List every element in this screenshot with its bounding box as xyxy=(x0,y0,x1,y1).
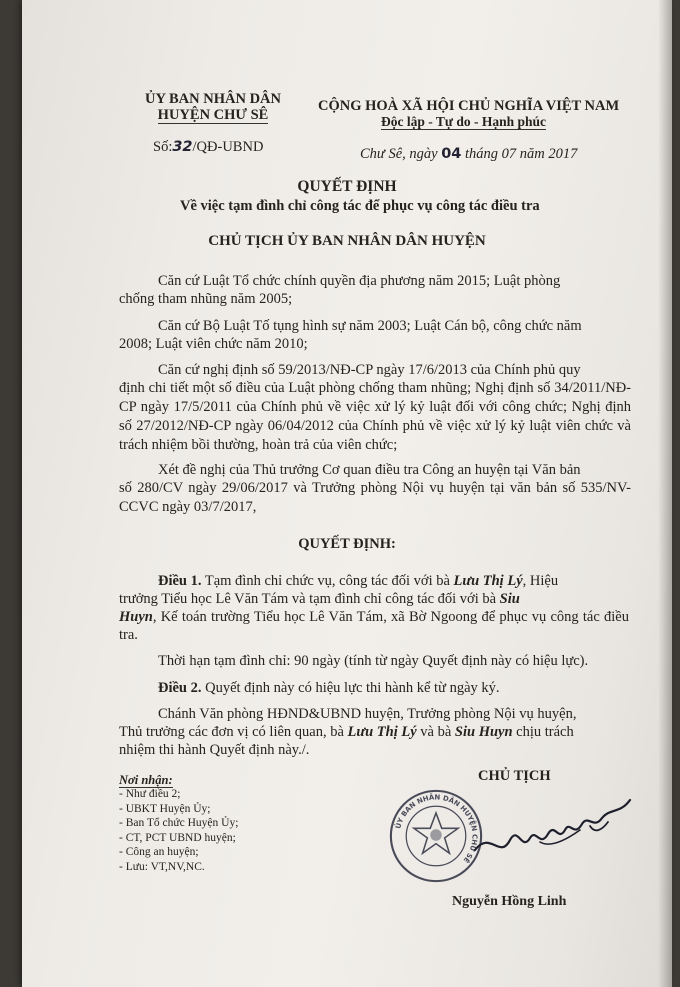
article-1-line2 xyxy=(119,590,520,608)
signer-title: CHỦ TỊCH xyxy=(478,768,551,784)
number-prefix: Số: xyxy=(153,139,173,155)
implement-line1: Chánh Văn phòng HĐND&UBND huyện, Trưởng phòng Nội vụ huyện, xyxy=(158,706,577,722)
country-name: CỘNG HOÀ XÃ HỘI CHỦ NGHĨA VIỆT NAM xyxy=(318,98,620,114)
decision-subject: Về việc tạm đình chỉ công tác để phục vụ công tác điều tra xyxy=(180,198,540,214)
recipients-list xyxy=(119,787,238,874)
implement-name-2: Siu Huyn xyxy=(454,724,513,740)
article-1-line2-text: trưởng Tiểu học Lê Văn Tám và tạm đình chỉ công tác đối với bà xyxy=(119,591,500,607)
article-2-text: Quyết định này có hiệu lực thi hành kể từ ngày ký. xyxy=(201,680,500,696)
stamp-ring-text: ỦY BAN NHÂN DÂN HUYỆN CHƯ SÊ xyxy=(394,793,479,865)
article-1-label: Điều 1. xyxy=(158,573,202,589)
person-name-1: Lưu Thị Lý xyxy=(453,573,523,589)
suspension-duration: Thời hạn tạm đình chỉ: 90 ngày (tính từ ngày Quyết định này có hiệu lực). xyxy=(158,653,589,669)
basis-2-rest: 2008; Luật viên chức năm 2010; xyxy=(119,336,308,352)
article-1-rest-text: , Kế toán trường Tiểu học Lê Văn Tám, xã Bờ Ngoong để phục vụ công tác điều tra. xyxy=(119,609,629,643)
number-handwritten: 32 xyxy=(172,139,193,155)
handwritten-signature xyxy=(470,790,640,870)
basis-3-line1: Căn cứ nghị định số 59/2013/NĐ-CP ngày 17/6/2013 của Chính phủ quy xyxy=(158,362,581,378)
recipient-item: - CT, PCT UBND huyện; xyxy=(119,831,236,844)
date-suffix: tháng 07 năm 2017 xyxy=(465,146,578,162)
org-name-line1: ỦY BAN NHÂN DÂN xyxy=(144,91,281,107)
document-number xyxy=(153,138,263,156)
article-2-label: Điều 2. xyxy=(158,680,202,696)
recipient-item: - Công an huyện; xyxy=(119,846,199,858)
recipient-item: - Lưu: VT,NV,NC. xyxy=(119,860,205,873)
decision-title: QUYẾT ĐỊNH xyxy=(297,178,397,195)
basis-1-line1: Căn cứ Luật Tổ chức chính quyền địa phương năm 2015; Luật phòng xyxy=(158,273,561,289)
basis-1-rest: chống tham nhũng năm 2005; xyxy=(119,291,293,307)
article-1-text: Tạm đình chỉ chức vụ, công tác đối với bà xyxy=(201,573,454,589)
signer-name: Nguyễn Hồng Linh xyxy=(452,894,567,909)
implement-text-a: Thủ trưởng các đơn vị có liên quan, bà xyxy=(119,724,348,740)
implement-line3: nhiệm thi hành Quyết định này./. xyxy=(119,742,310,758)
recipient-item: - Như điều 2; xyxy=(119,788,181,800)
org-name-underlined: HUYỆN CHƯ SÊ xyxy=(157,107,269,123)
date-day-handwritten: 04 xyxy=(441,146,462,162)
basis-4-line1: Xét đề nghị của Thủ trưởng Cơ quan điều tra Công an huyện tại Văn bản xyxy=(158,462,581,478)
issuing-authority: CHỦ TỊCH ỦY BAN NHÂN DÂN HUYỆN xyxy=(208,233,486,249)
recipient-item: - UBKT Huyện Ủy; xyxy=(119,802,211,815)
article-1-text2: , Hiệu xyxy=(522,573,559,589)
person-name-2-part2: Huyn xyxy=(119,609,153,625)
article-1-line1 xyxy=(158,572,558,590)
recipients-heading-text: Nơi nhận: xyxy=(119,773,173,787)
basis-4-rest: số 280/CV ngày 29/06/2017 và Trưởng phòng Nội vụ huyện tại văn bản số 535/NV-CCVC ngày 03/7/2017, xyxy=(119,480,631,515)
document-date xyxy=(360,145,577,163)
number-suffix: /QĐ-UBND xyxy=(192,139,264,155)
motto xyxy=(381,113,546,131)
person-name-2-part1: Siu xyxy=(499,591,520,607)
implement-text-c: chịu trách xyxy=(512,724,574,740)
recipient-item: - Ban Tổ chức Huyện Ủy; xyxy=(119,817,239,829)
date-prefix: Chư Sê, ngày xyxy=(360,146,438,162)
implement-text-b: và bà xyxy=(416,724,455,740)
article-1-rest xyxy=(119,608,629,644)
decision-heading: QUYẾT ĐỊNH: xyxy=(298,536,396,552)
basis-2-line1: Căn cứ Bộ Luật Tố tụng hình sự năm 2003; Luật Cán bộ, công chức năm xyxy=(158,318,582,334)
implement-line2 xyxy=(119,723,574,741)
article-2 xyxy=(158,679,500,697)
motto-underlined: Độc lập - Tự do - Hạnh phúc xyxy=(381,114,547,129)
implement-name-1: Lưu Thị Lý xyxy=(347,724,417,740)
org-name-line2 xyxy=(128,106,298,124)
basis-3-rest: định chi tiết một số điều của Luật phòng chống tham nhũng; Nghị định số 34/2011/NĐ-CP ngày 17/5/2011 của Chính phủ về việc xử lý kỷ luật đối với công chức; Nghị định số 27/2012/NĐ-CP ngày 06/04/2012 của Chính phủ về việc xử lý kỷ luật viên chức và trách nhiệm bồi thường, hoàn trả của viên chức; xyxy=(119,380,631,453)
